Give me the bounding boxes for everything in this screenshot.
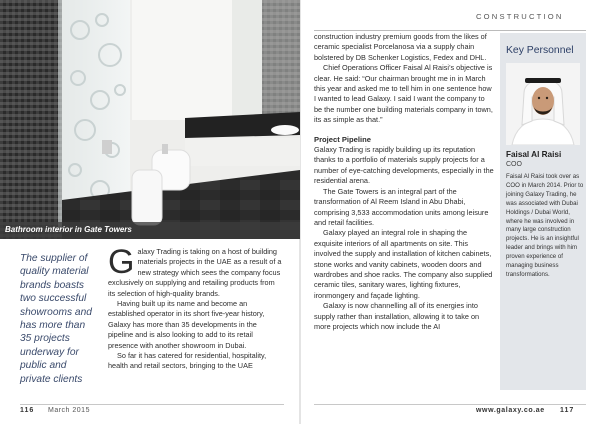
photo-caption: Bathroom interior in Gate Towers (5, 225, 132, 234)
key-personnel-title: Key Personnel (506, 45, 574, 56)
paragraph: Galaxy Trading is rapidly building up its reputation thanks to a portfolio of materials supply projects for a number of eye-catching developments, especially in the residential arena. (314, 145, 494, 186)
website-url: www.galaxy.co.ae (476, 407, 545, 414)
subheading: Project Pipeline (314, 134, 371, 144)
article-right-column (314, 32, 494, 332)
footer-rule-left (20, 404, 284, 405)
personnel-role: COO (506, 161, 522, 168)
paragraph: Galaxy played an integral role in shaping the exquisite interiors of all apartments on site. This involved the supply and installation of kitchen cabinets, stone works and vanity cabinets, wooden doors and wardrobes and shoe racks. The company also supplied ceramic tiles, sanitary wares, lighting fixtures, ironmongery and façade lighting. (314, 228, 493, 300)
section-label: CONSTRUCTION (476, 12, 564, 21)
personnel-name: Faisal Al Raisi (506, 150, 562, 159)
footer-rule-right (314, 404, 586, 405)
issue-date: March 2015 (48, 407, 90, 414)
page-number-left: 116 (20, 407, 35, 414)
personnel-portrait (506, 63, 580, 145)
caption-bar (0, 222, 300, 239)
bathroom-photo (0, 0, 300, 239)
drop-cap: G (108, 243, 135, 281)
paragraph: Galaxy is now channelling all of its energies into supply rather than installation, allowing it to take on more projects which now include the AI (314, 301, 480, 331)
paragraph: Having built up its name and become an established operator in its short five-year history, Galaxy has more than 35 developments in the pipeline and is also looking to add to its retail presence with another showroom in Dubai. (108, 299, 265, 350)
page-number-right: 117 (560, 407, 575, 414)
pull-quote: The supplier of quality material brands boasts two successful showrooms and has more than 35 projects underway for public and private clients (20, 253, 92, 385)
paragraph: construction industry premium goods from the likes of ceramic specialist Porcelanosa via a supply chain bolstered by DB Schenker Logistics, Fedex and DHL. (314, 32, 487, 62)
section-rule (314, 30, 586, 31)
key-personnel-box (500, 33, 586, 390)
paragraph: The Gate Towers is an integral part of the transformation of Al Reem Island in Abu Dhabi, comprising 3,533 accommodation units among leisure and retail facilities. (314, 186, 489, 227)
paragraph: Chief Operations Officer Faisal Al Raisi’s objective is clear. He said: “Our chairman brought me in in March this year and asked me to tell him in one sentence how I wanted to lead Galaxy. I said I want the company to be the number one building materials company in town, its as simple as that.” (314, 63, 493, 125)
paragraph: So far it has catered for residential, hospitality, health and retail sectors, bringing to the UAE (108, 351, 267, 371)
personnel-bio: Faisal Al Raisi took over as COO in March 2014. Prior to joining Galaxy Trading, he was associated with Dubai Holdings / Dubai World, where he was involved in many large construction projects. He is an insightful leader and brings with him proven experience of managing business transformations. (506, 173, 584, 278)
intro-text: alaxy Trading is taking on a host of building materials projects in the UAE as a result of a new strategy which sees the company focus exclusively on supplying and retailing products from its selection of high-quality brands. (108, 247, 282, 298)
article-left-column (108, 243, 284, 372)
intro-paragraph (108, 243, 284, 299)
